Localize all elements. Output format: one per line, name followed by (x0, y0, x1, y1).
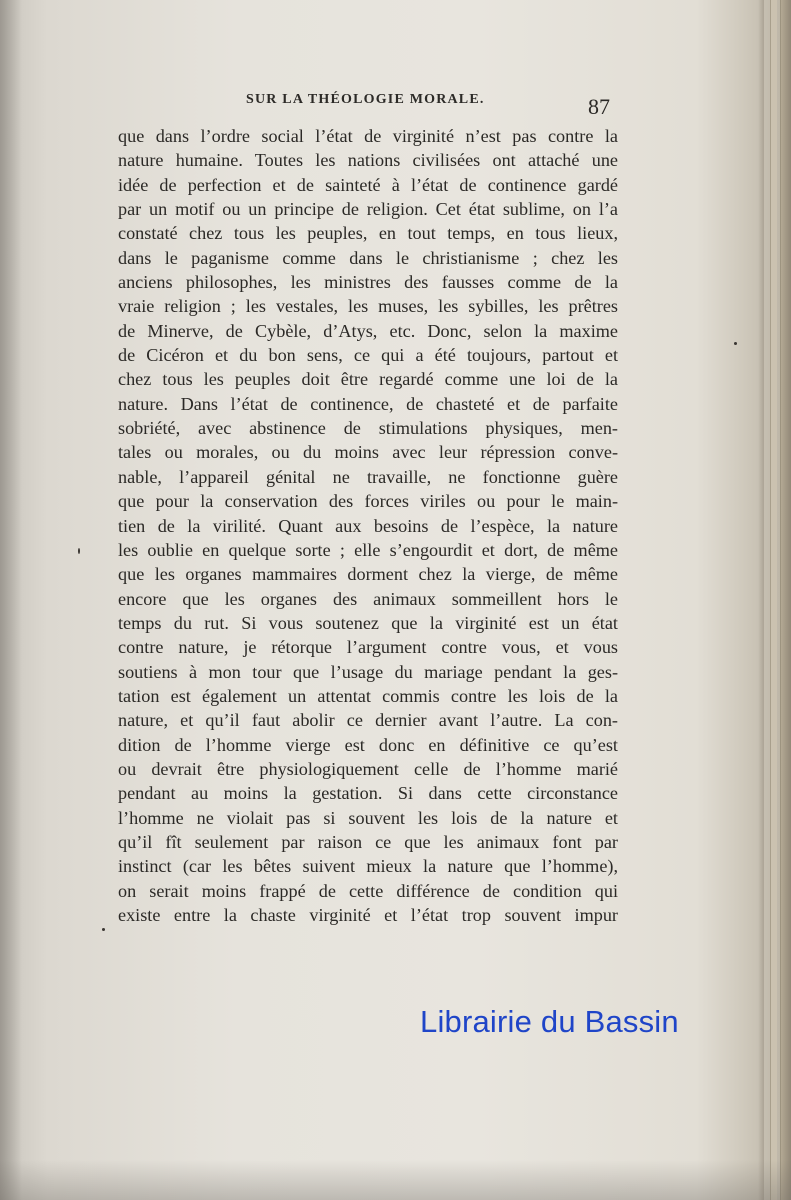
page-number: 87 (588, 94, 610, 119)
text-line: par un motif ou un principe de religion. Cet état sublime, on l’a (118, 199, 618, 220)
text-line: qu’il fît seulement par raison ce que les animaux font par (118, 831, 618, 852)
text-line: de Cicéron et du bon sens, ce qui a été toujours, partout et (118, 345, 618, 366)
ink-speck (102, 928, 105, 931)
binding-shadow (0, 0, 22, 1200)
text-line: dition de l’homme vierge est donc en définitive ce qu’est (118, 734, 618, 755)
text-line: que les organes mammaires dorment chez la vierge, de même (118, 564, 618, 585)
text-line: nable, l’appareil génital ne travaille, ne fonctionne guère (118, 466, 618, 487)
body-text (118, 124, 618, 927)
text-line: encore que les organes des animaux sommeillent hors le (118, 588, 618, 609)
text-line: existe entre la chaste virginité et l’état trop souvent impur (118, 905, 618, 925)
text-line: les oublie en quelque sorte ; elle s’engourdit et dort, de même (118, 539, 618, 560)
ink-speck (78, 548, 80, 554)
text-line: de Minerve, de Cybèle, d’Atys, etc. Donc, selon la maxime (118, 320, 618, 341)
text-line: nature humaine. Toutes les nations civilisées ont attaché une (118, 150, 618, 171)
page-edge (770, 0, 777, 1200)
page-edge-shadow (758, 0, 764, 1200)
text-line: anciens philosophes, les ministres des fausses comme de la (118, 272, 618, 293)
text-line: on serait moins frappé de cette différence de condition qui (118, 880, 618, 901)
text-line: chez tous les peuples doit être regardé comme une loi de la (118, 369, 618, 390)
text-line: contre nature, je rétorque l’argument contre vous, et vous (118, 637, 618, 658)
ink-speck (734, 342, 737, 345)
text-line: temps du rut. Si vous soutenez que la virginité est un état (118, 612, 618, 633)
text-line: tation est également un attentat commis contre les lois de la (118, 685, 618, 706)
text-line: que dans l’ordre social l’état de virginité n’est pas contre la (118, 126, 618, 146)
text-line: l’homme ne violait pas si souvent les lois de la nature et (118, 807, 618, 828)
text-line: sobriété, avec abstinence de stimulations physiques, men- (118, 418, 618, 439)
text-line: nature. Dans l’état de continence, de chasteté et de parfaite (118, 393, 618, 414)
running-head: SUR LA THÉOLOGIE MORALE. (246, 92, 485, 107)
bottom-shadow (0, 1160, 791, 1200)
watermark-text: Librairie du Bassin (420, 1004, 679, 1039)
book-cover-edge (780, 0, 791, 1200)
text-line: nature, et qu’il faut abolir ce dernier avant l’autre. La con- (118, 710, 618, 731)
text-line: pendant au moins la gestation. Si dans cette circonstance (118, 783, 618, 804)
text-line: tien de la virilité. Quant aux besoins de l’espèce, la nature (118, 515, 618, 536)
text-line: tales ou morales, ou du moins avec leur répression conve- (118, 442, 618, 463)
text-line: ou devrait être physiologiquement celle de l’homme marié (118, 758, 618, 779)
text-line: soutiens à mon tour que l’usage du mariage pendant la ges- (118, 661, 618, 682)
text-line: constaté chez tous les peuples, en tout temps, en tous lieux, (118, 223, 618, 244)
text-line: dans le paganisme comme dans le christianisme ; chez les (118, 247, 618, 268)
text-line: idée de perfection et de sainteté à l’état de continence gardé (118, 174, 618, 195)
text-line: que pour la conservation des forces viriles ou pour le main- (118, 491, 618, 512)
text-line: instinct (car les bêtes suivent mieux la nature que l’homme), (118, 856, 618, 877)
text-line: vraie religion ; les vestales, les muses, les sybilles, les prêtres (118, 296, 618, 317)
